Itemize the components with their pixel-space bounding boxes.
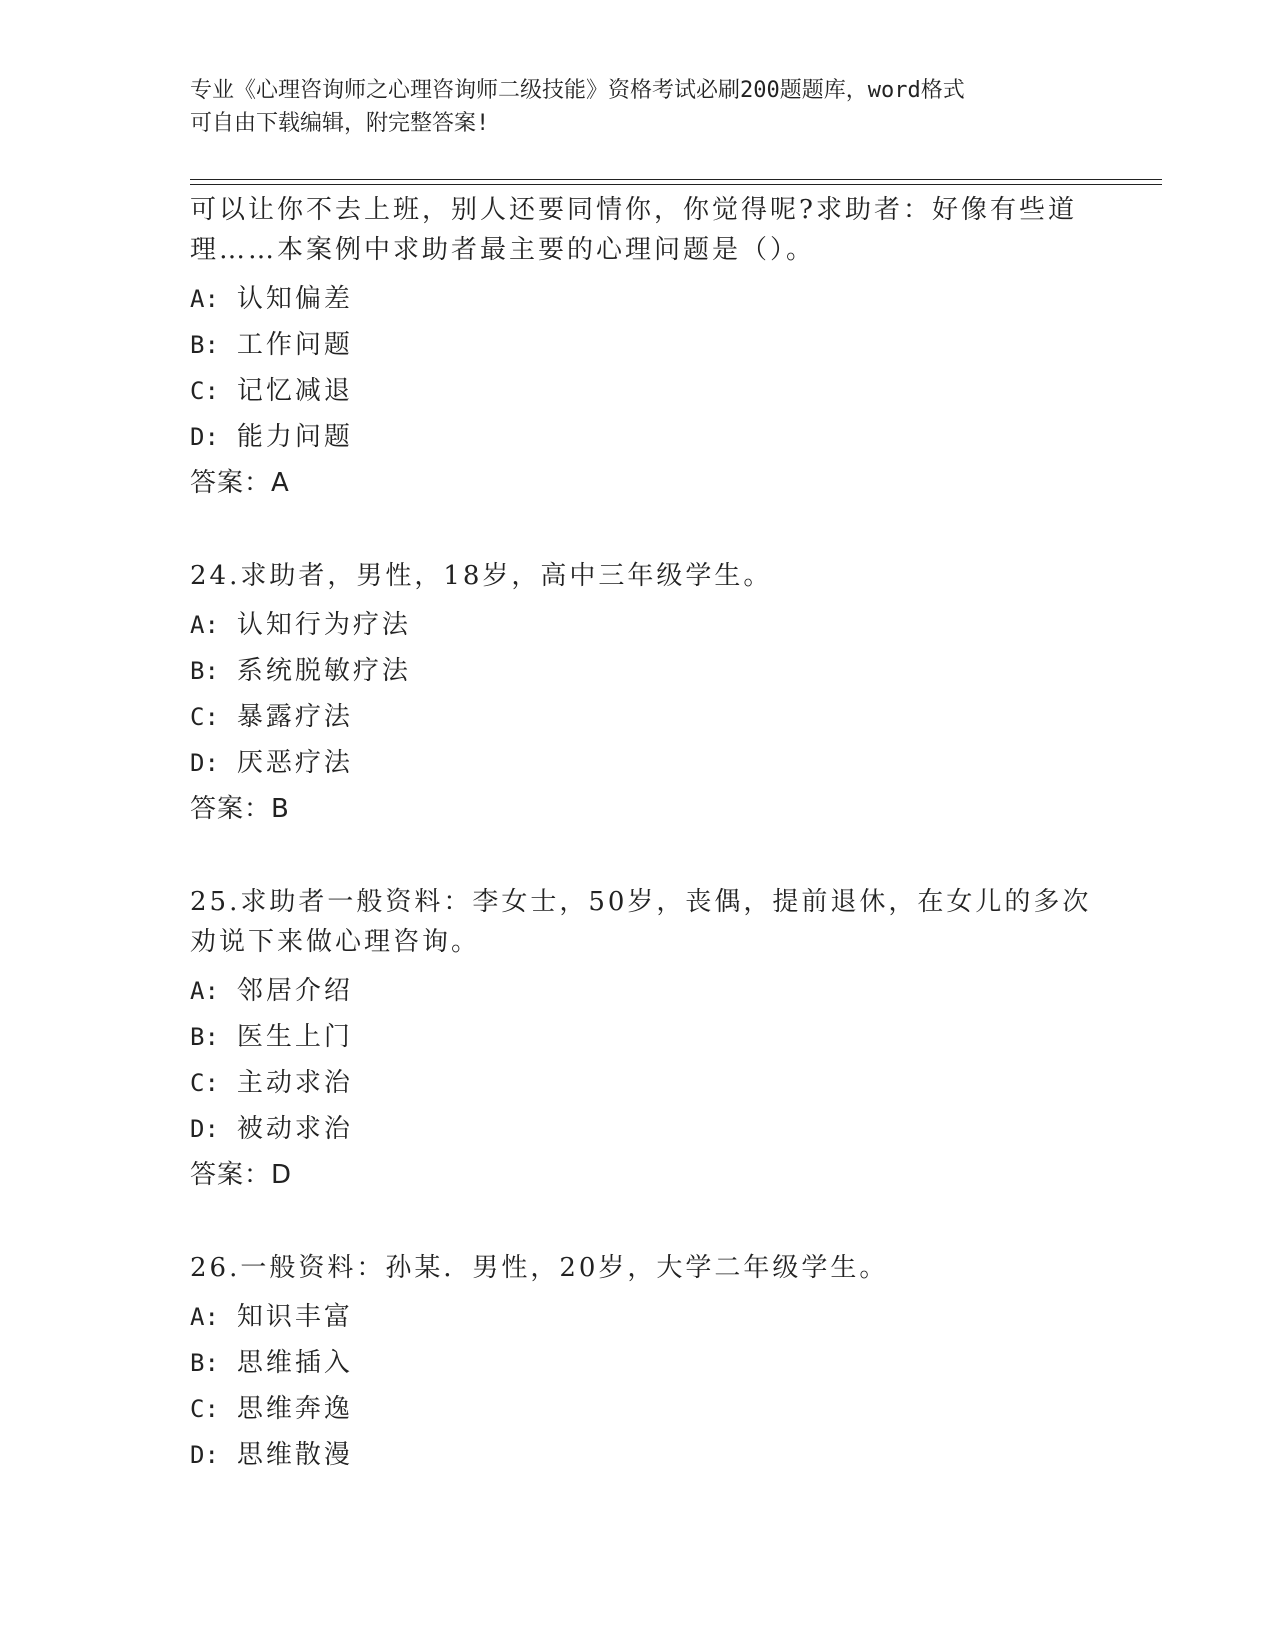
option-c xyxy=(190,1060,1090,1106)
option-text: 思维散漫 xyxy=(236,1440,353,1470)
option-text: 主动求治 xyxy=(236,1068,353,1098)
option-a xyxy=(190,602,1090,648)
question-content xyxy=(190,190,1090,1478)
option-a xyxy=(190,1294,1090,1340)
question-text-line: 可以让你不去上班，别人还要同情你，你觉得呢?求助者：好像有些道 xyxy=(190,195,1077,225)
option-text: 邻居介绍 xyxy=(236,976,353,1006)
option-text: 知识丰富 xyxy=(236,1302,353,1332)
option-letter: D: xyxy=(190,1115,219,1143)
option-letter: D: xyxy=(190,749,219,777)
option-letter: B: xyxy=(190,657,219,685)
question-24 xyxy=(190,556,1090,832)
option-letter: B: xyxy=(190,331,219,359)
option-b xyxy=(190,1340,1090,1386)
option-a xyxy=(190,276,1090,322)
option-c xyxy=(190,694,1090,740)
question-text-line: 26.一般资料：孙某．男性，20岁，大学二年级学生。 xyxy=(190,1253,889,1283)
option-letter: A: xyxy=(190,977,219,1005)
option-d xyxy=(190,1432,1090,1478)
option-letter: B: xyxy=(190,1023,219,1051)
option-letter: C: xyxy=(190,703,219,731)
option-letter: C: xyxy=(190,1395,219,1423)
option-c xyxy=(190,368,1090,414)
option-letter: D: xyxy=(190,423,219,451)
option-letter: A: xyxy=(190,1303,219,1331)
question-text-line: 理……本案例中求助者最主要的心理问题是（）。 xyxy=(190,235,816,265)
option-letter: C: xyxy=(190,1069,219,1097)
header-divider-bottom xyxy=(190,184,1162,185)
option-d xyxy=(190,414,1090,460)
answer-line: 答案：A xyxy=(190,468,290,498)
option-text: 医生上门 xyxy=(236,1022,353,1052)
option-text: 记忆减退 xyxy=(236,376,353,406)
option-b xyxy=(190,322,1090,368)
question-26 xyxy=(190,1248,1090,1478)
document-header xyxy=(190,74,1090,140)
option-letter: D: xyxy=(190,1441,219,1469)
question-25 xyxy=(190,882,1090,1198)
option-c xyxy=(190,1386,1090,1432)
option-b xyxy=(190,648,1090,694)
option-text: 认知行为疗法 xyxy=(236,610,411,640)
header-title-line-2: 可自由下载编辑，附完整答案! xyxy=(190,111,490,136)
answer-line: 答案：B xyxy=(190,794,290,824)
question-text-line: 24.求助者，男性，18岁，高中三年级学生。 xyxy=(190,561,773,591)
option-d xyxy=(190,1106,1090,1152)
option-letter: C: xyxy=(190,377,219,405)
option-a xyxy=(190,968,1090,1014)
option-d xyxy=(190,740,1090,786)
option-text: 系统脱敏疗法 xyxy=(236,656,411,686)
option-text: 暴露疗法 xyxy=(236,702,353,732)
option-text: 工作问题 xyxy=(236,330,353,360)
option-text: 能力问题 xyxy=(236,422,353,452)
option-text: 被动求治 xyxy=(236,1114,353,1144)
option-letter: A: xyxy=(190,285,219,313)
option-b xyxy=(190,1014,1090,1060)
header-title-line-1: 专业《心理咨询师之心理咨询师二级技能》资格考试必刷200题题库，word格式 xyxy=(190,78,965,103)
option-letter: B: xyxy=(190,1349,219,1377)
header-divider-top xyxy=(190,179,1162,180)
question-text-line: 劝说下来做心理咨询。 xyxy=(190,927,481,957)
question-text-line: 25.求助者一般资料：李女士，50岁，丧偶，提前退休，在女儿的多次 xyxy=(190,887,1092,917)
option-text: 思维奔逸 xyxy=(236,1394,353,1424)
option-letter: A: xyxy=(190,611,219,639)
option-text: 思维插入 xyxy=(236,1348,353,1378)
option-text: 认知偏差 xyxy=(236,284,353,314)
answer-line: 答案：D xyxy=(190,1160,293,1190)
question-23-continuation xyxy=(190,190,1090,506)
option-text: 厌恶疗法 xyxy=(236,748,353,778)
